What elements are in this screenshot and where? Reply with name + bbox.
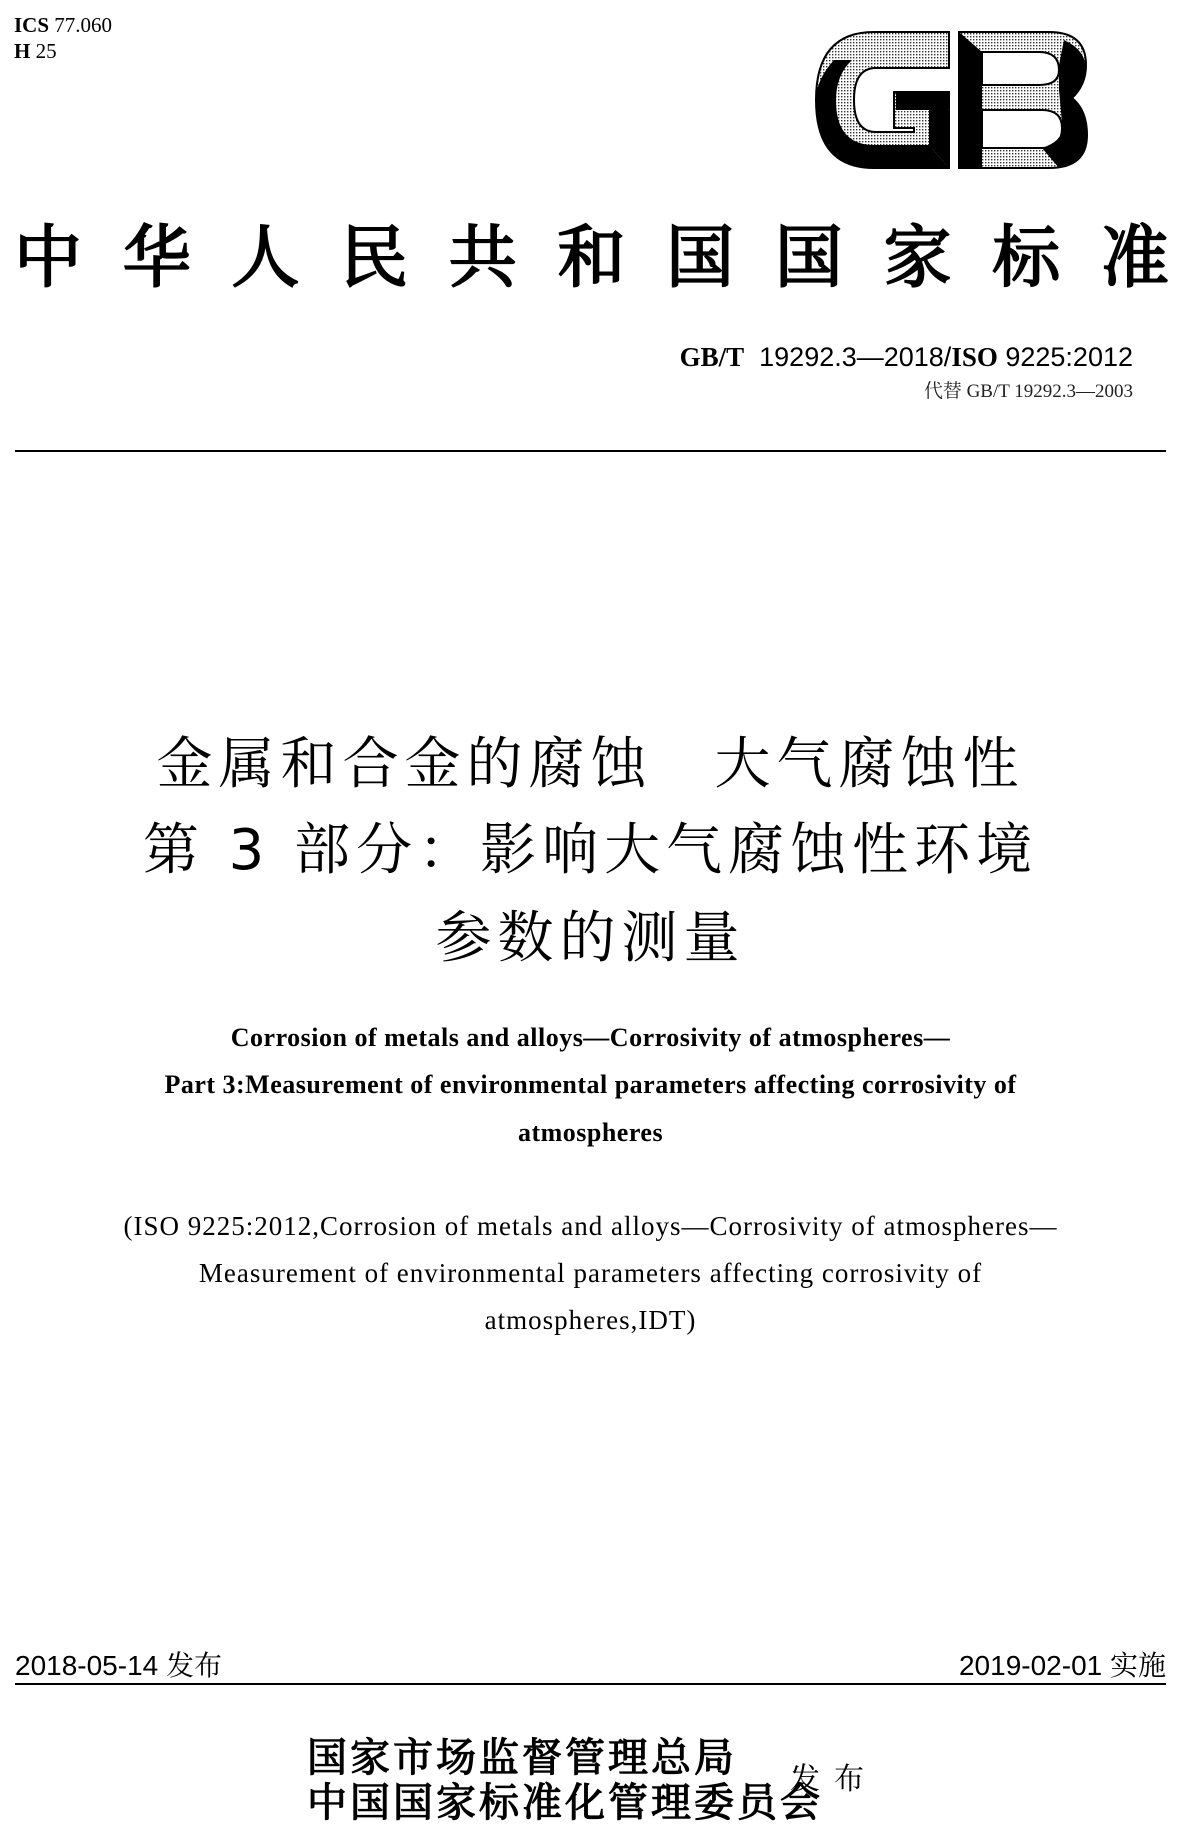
gb-logo <box>814 30 1089 170</box>
heading-char: 共 <box>448 218 517 298</box>
iso-ref-line-2: Measurement of environmental parameters affecting corrosivity of <box>198 1258 983 1288</box>
title-cn-line-2: 第 3 部分：影响大气腐蚀性环境 <box>142 818 1039 883</box>
iso-prefix: ISO <box>951 342 998 372</box>
replaces-note: 代替 GB/T 19292.3—2003 <box>923 381 1133 402</box>
iso-ref-line-1: (ISO 9225:2012,Corrosion of metals and alloys—Corrosivity of atmospheres— <box>123 1211 1058 1241</box>
heading-char: 民 <box>340 218 409 298</box>
iso-ref-line-3: atmospheres,IDT) <box>484 1305 697 1335</box>
heading-char: 人 <box>231 218 300 298</box>
heading-char: 和 <box>557 218 626 298</box>
heading-char: 中 <box>14 218 83 298</box>
document-number <box>680 342 1133 373</box>
issue-date: 2018-05-14 发布 <box>15 1650 223 1681</box>
ics-label: ICS <box>14 13 50 37</box>
heading-char: 国 <box>774 218 843 298</box>
ics-value: 77.060 <box>54 13 113 37</box>
logo-text: GB <box>949 110 951 111</box>
effective-date: 2019-02-01 实施 <box>958 1650 1166 1681</box>
ccs-value: 25 <box>35 39 57 63</box>
doc-prefix: GB/T <box>679 342 745 372</box>
issuer-2: 中国国家标准化管理委员会 <box>307 1779 823 1826</box>
title-en-line-3: atmospheres <box>517 1118 664 1147</box>
heading-char: 标 <box>992 218 1061 298</box>
doc-number-value: 19292.3—2018/ <box>759 342 952 372</box>
iso-number: 9225:2012 <box>1005 342 1133 372</box>
ccs-label: H <box>14 39 31 63</box>
header-divider <box>15 450 1166 452</box>
title-cn-line-1: 金属和合金的腐蚀 大气腐蚀性 <box>156 732 1025 797</box>
heading-char: 华 <box>122 218 191 298</box>
title-en-line-1: Corrosion of metals and alloys—Corrosivity of atmospheres— <box>230 1023 951 1052</box>
heading-char: 国 <box>666 218 735 298</box>
title-en-line-2: Part 3:Measurement of environmental parameters affecting corrosivity of <box>164 1070 1017 1099</box>
publish-label: 发布 <box>790 1762 878 1797</box>
national-standard-heading <box>14 218 1169 298</box>
heading-char: 准 <box>1100 218 1169 298</box>
classification-codes <box>14 12 112 64</box>
heading-char: 家 <box>883 218 952 298</box>
title-cn-line-3: 参数的测量 <box>435 906 746 971</box>
issuer-1: 国家市场监督管理总局 <box>307 1734 737 1781</box>
footer-divider <box>15 1683 1166 1685</box>
